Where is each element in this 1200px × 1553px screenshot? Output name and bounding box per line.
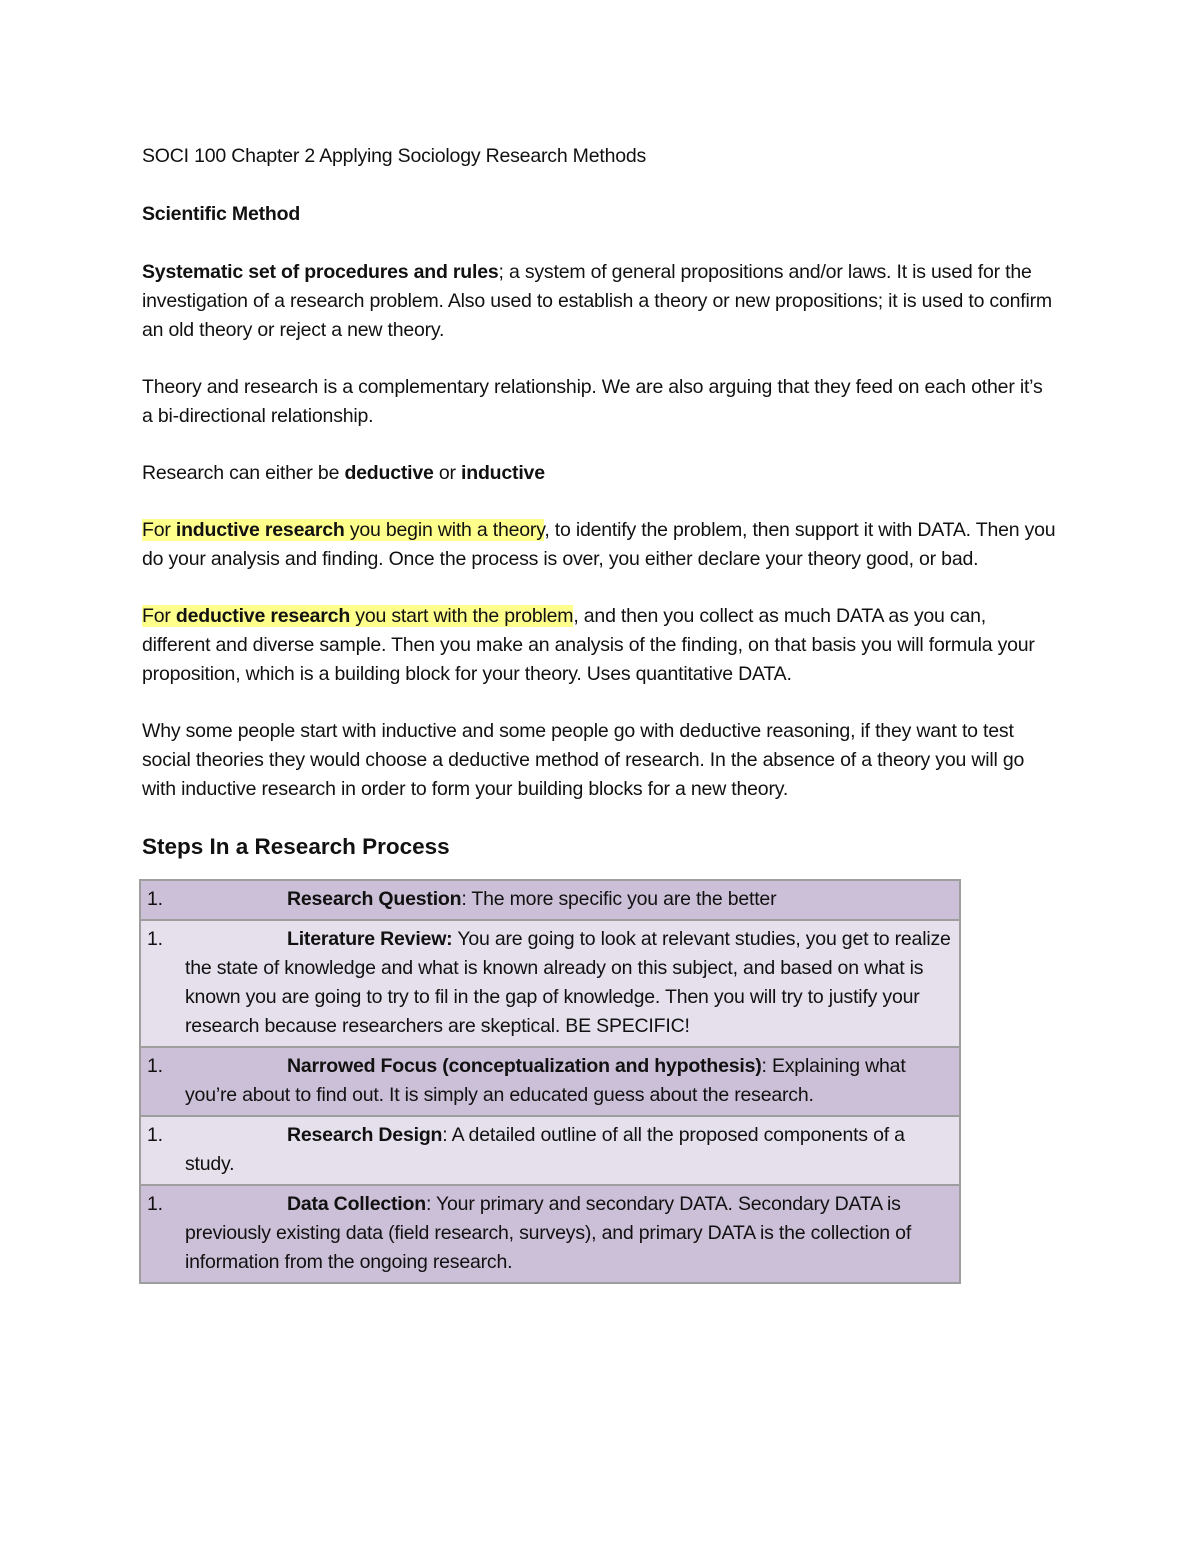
step-term: Research Question bbox=[287, 888, 462, 910]
step-term: Literature Review: bbox=[287, 928, 453, 950]
inductive-highlight bbox=[142, 519, 544, 541]
table-cell bbox=[140, 1185, 960, 1283]
paragraph-definition-bold: Systematic set of procedures and rules bbox=[142, 261, 499, 283]
inductive-hl-pre: For bbox=[142, 519, 176, 541]
steps-heading: Steps In a Research Process bbox=[142, 834, 450, 859]
deductive-hl-bold: deductive research bbox=[175, 605, 351, 627]
paragraph-inductive bbox=[142, 516, 1057, 574]
table-cell bbox=[140, 1047, 960, 1116]
step-text: : Explaining what you’re about to find out. It is simply an educated guess about the research. bbox=[185, 1055, 906, 1106]
paragraph-theory-research: Theory and research is a complementary relationship. We are also arguing that they feed on each other it’s a bi-directional relationship. bbox=[142, 376, 1043, 427]
paragraph-deductive-inductive bbox=[142, 459, 1057, 488]
paragraph-3-start: Research can either be bbox=[142, 462, 345, 484]
paragraph-definition bbox=[142, 258, 1057, 345]
paragraph-3-bold-inductive: inductive bbox=[461, 462, 545, 484]
steps-table bbox=[139, 879, 961, 1284]
table-cell bbox=[140, 920, 960, 1047]
inductive-hl-bold: inductive research bbox=[175, 519, 345, 541]
paragraph-why: Why some people start with inductive and some people go with deductive reasoning, if they want to test social theories they would choose a deductive method of research. In the absence of a theory you will go with inductive research in order to form your building blocks for a new theory. bbox=[142, 720, 1025, 800]
step-number: 1. bbox=[147, 928, 163, 950]
table-row bbox=[140, 1047, 960, 1116]
table-cell bbox=[140, 880, 960, 920]
document-title: SOCI 100 Chapter 2 Applying Sociology Research Methods bbox=[142, 145, 647, 167]
step-number: 1. bbox=[147, 1055, 163, 1077]
step-term: Research Design bbox=[287, 1124, 443, 1146]
paragraph-3-mid: or bbox=[433, 462, 462, 484]
deductive-hl-post: you start with the problem bbox=[350, 605, 574, 627]
paragraph-3-bold-deductive: deductive bbox=[344, 462, 434, 484]
step-term: Narrowed Focus (conceptualization and hypothesis) bbox=[287, 1055, 762, 1077]
table-row bbox=[140, 1116, 960, 1185]
deductive-highlight bbox=[142, 605, 573, 627]
table-row bbox=[140, 920, 960, 1047]
section-heading: Scientific Method bbox=[142, 203, 301, 225]
table-row bbox=[140, 880, 960, 920]
document-page bbox=[142, 142, 1057, 1284]
step-term: Data Collection bbox=[287, 1193, 426, 1215]
deductive-hl-pre: For bbox=[142, 605, 176, 627]
inductive-rest: , to identify the problem, then support it with DATA. Then you do your analysis and finding. Once the process is over, you either declare your theory good, or bad. bbox=[142, 519, 1056, 570]
paragraph-definition-text: ; a system of general propositions and/or laws. It is used for the investigation of a research problem. Also used to establish a theory or new propositions; it is used to confirm an old theory or reject a new theory. bbox=[142, 261, 1052, 341]
step-number: 1. bbox=[147, 1124, 163, 1146]
deductive-rest: , and then you collect as much DATA as you can, different and diverse sample. Then you make an analysis of the finding, on that basis you will formula your proposition, which is a building block for your theory. Uses quantitative DATA. bbox=[142, 605, 1035, 685]
paragraph-deductive bbox=[142, 602, 1057, 689]
step-text: : A detailed outline of all the proposed components of a study. bbox=[185, 1124, 905, 1175]
table-row bbox=[140, 1185, 960, 1283]
step-number: 1. bbox=[147, 1193, 163, 1215]
step-text: : The more specific you are the better bbox=[461, 888, 777, 910]
step-text: : Your primary and secondary DATA. Secondary DATA is previously existing data (field research, surveys), and primary DATA is the collection of information from the ongoing research. bbox=[185, 1193, 912, 1273]
step-number: 1. bbox=[147, 888, 163, 910]
step-text: You are going to look at relevant studies, you get to realize the state of knowledge and what is known already on this subject, and based on what is known you are going to try to fil in the gap of knowledge. Then you will try to justify your research because researchers are skeptical. BE SPECIFIC! bbox=[185, 928, 951, 1037]
inductive-hl-post: you begin with a theory bbox=[344, 519, 545, 541]
table-cell bbox=[140, 1116, 960, 1185]
